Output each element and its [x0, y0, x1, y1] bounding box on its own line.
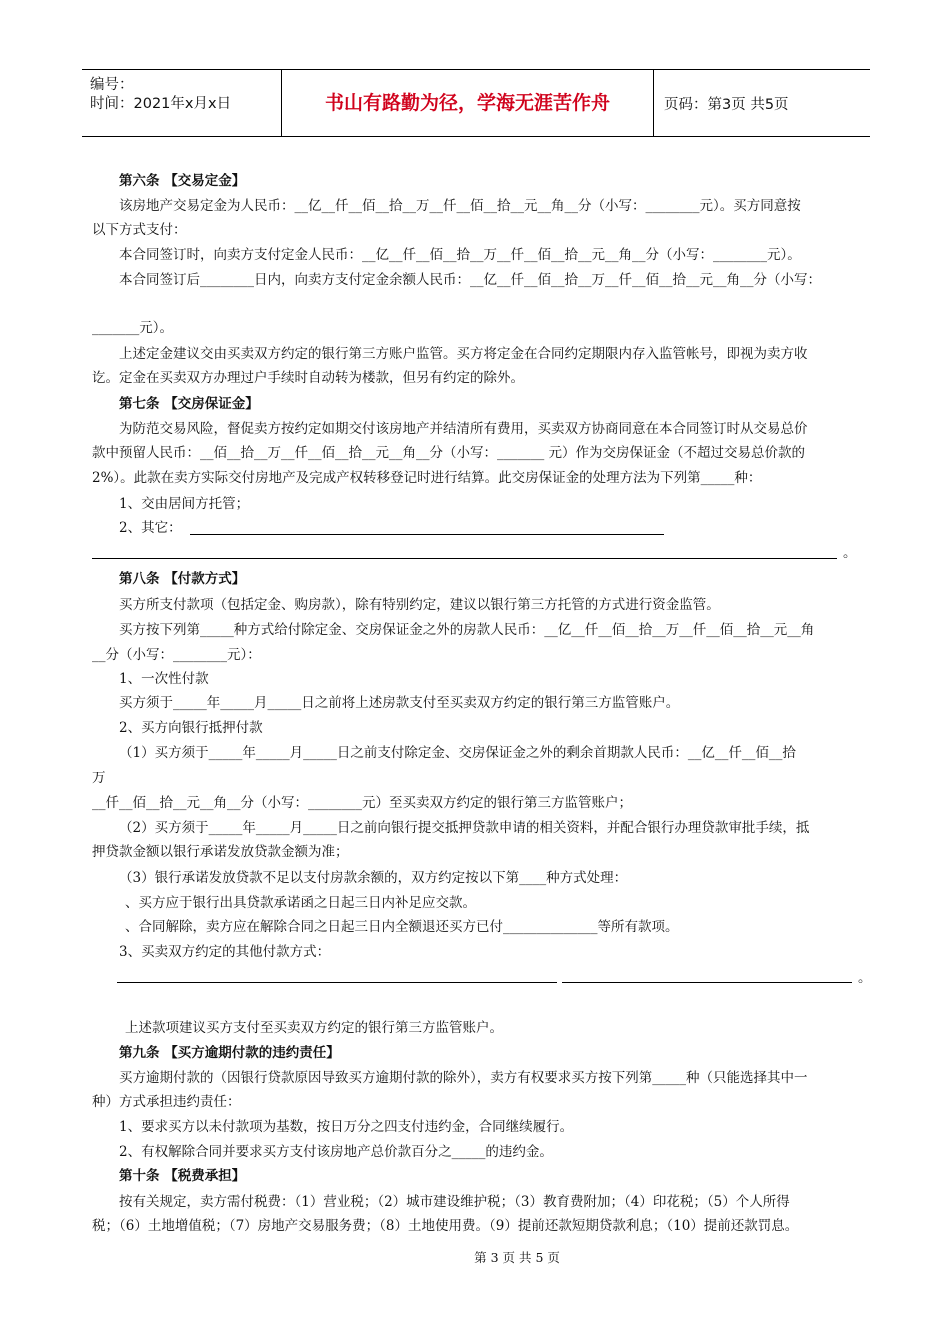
body-text-line: 1、一次性付款: [119, 671, 209, 687]
body-text-line: 买方须于_____年_____月_____日之前将上述房款支付至买卖双方约定的银行第三方监管账户。: [119, 695, 680, 711]
body-text-line: 2、买方向银行抵押付款: [119, 720, 263, 736]
motto-text: 书山有路勤为径，学海无涯苦作舟: [324, 92, 610, 114]
fill-in-underline: [117, 982, 557, 983]
body-text-line: __分（小写：________元）：: [92, 647, 261, 663]
body-text-line: 1、要求买方以未付款项为基数，按日万分之四支付违约金，合同继续履行。: [119, 1119, 574, 1135]
number-label: 编号：: [90, 77, 134, 93]
body-text-line: （1）买方须于_____年_____月_____日之前支付除定金、交房保证金之外的剩余首期款人民币：__亿__仟__佰__拾: [119, 745, 796, 761]
body-text-line: 为防范交易风险，督促卖方按约定如期交付该房地产并结清所有费用，买卖双方协商同意在本合同签订时从交易总价: [119, 421, 808, 437]
body-text-line: 押贷款金额以银行承诺发放贷款金额为准；: [92, 844, 349, 860]
body-text-line: （3）银行承诺发放贷款不足以支付房款余额的，双方约定按以下第____种方式处理：: [119, 870, 628, 886]
body-text-line: 2、其它：: [119, 520, 182, 536]
body-text-line: 3、买卖双方约定的其他付款方式：: [119, 944, 331, 960]
body-text-line: 买方所支付款项（包括定金、购房款），除有特别约定，建议以银行第三方托管的方式进行资金监管。: [119, 597, 720, 613]
body-text-line: 种）方式承担违约责任：: [92, 1094, 241, 1110]
body-text-line: 万: [92, 770, 106, 786]
article-heading: 第七条 【交房保证金】: [119, 396, 259, 412]
fill-in-underline: [562, 982, 852, 983]
footer-page-number: 第 3 页 共 5 页: [474, 1250, 560, 1265]
body-text-line: 按有关规定，卖方需付税费：（1）营业税；（2）城市建设维护税；（3）教育费附加；（4）印花税；（5）个人所得: [119, 1194, 790, 1210]
body-text-line: 以下方式支付：: [92, 222, 187, 238]
body-text-line: 2%）。此款在卖方实际交付房地产及完成产权转移登记时进行结算。此交房保证金的处理方法为下列第_____种：: [92, 470, 762, 486]
body-text-line: 。: [858, 970, 872, 986]
body-text-line: 买方逾期付款的（因银行贷款原因导致买方逾期付款的除外），卖方有权要求买方按下列第_____种（只能选择其中一: [119, 1070, 808, 1086]
article-heading: 第九条 【买方逾期付款的违约责任】: [119, 1045, 340, 1061]
page-footer: [0, 1248, 950, 1266]
body-text-line: 该房地产交易定金为人民币：__亿__仟__佰__拾__万__仟__佰__拾__元__角__分（小写：________元）。买方同意按: [119, 198, 801, 214]
body-text-line: 1、交由居间方托管；: [119, 496, 250, 512]
body-text-line: 、合同解除，卖方应在解除合同之日起三日内全额退还买方已付______________等所有款项。: [125, 919, 679, 935]
article-heading: 第六条 【交易定金】: [119, 173, 246, 189]
body-text-line: 税；（6）土地增值税；（7）房地产交易服务费；（8）土地使用费。（9）提前还款短期贷款利息；（10）提前还款罚息。: [92, 1218, 799, 1234]
body-text-line: _______元）。: [92, 320, 173, 336]
body-text-line: 买方按下列第_____种方式给付除定金、交房保证金之外的房款人民币：__亿__仟__佰__拾__万__仟__佰__拾__元__角: [119, 622, 815, 638]
body-text-line: 款中预留人民币：__佰__拾__万__仟__佰__拾__元__角__分（小写：_______ 元）作为交房保证金（不超过交易总价款的: [92, 445, 806, 461]
article-heading: 第十条 【税费承担】: [119, 1168, 246, 1184]
body-text-line: 上述定金建议交由买卖双方约定的银行第三方账户监管。买方将定金在合同约定期限内存入监管帐号，即视为卖方收: [119, 346, 808, 362]
article-heading: 第八条 【付款方式】: [119, 571, 246, 587]
body-text-line: __仟__佰__拾__元__角__分（小写：________元）至买卖双方约定的银行第三方监管账户；: [92, 795, 632, 811]
page-label: 页码：第3页 共5页: [664, 97, 789, 113]
time-label: 时间：2021年x月x日: [90, 96, 232, 112]
body-text-line: 2、有权解除合同并要求买方支付该房地产总价款百分之_____的违约金。: [119, 1144, 553, 1160]
body-text-line: 本合同签订时，向卖方支付定金人民币：__亿__仟__佰__拾__万__仟__佰__拾__元__角__分（小写：________元）。: [119, 247, 801, 263]
body-text-line: 、买方应于银行出具贷款承诺函之日起三日内补足应交款。: [125, 895, 476, 911]
body-text-line: 。: [843, 545, 857, 561]
body-text-line: 讫。定金在买卖双方办理过户手续时自动转为楼款，但另有约定的除外。: [92, 370, 524, 386]
fill-in-underline: [92, 558, 837, 559]
body-text-line: 上述款项建议买方支付至买卖双方约定的银行第三方监管账户。: [125, 1020, 503, 1036]
body-text-line: （2）买方须于_____年_____月_____日之前向银行提交抵押贷款申请的相关资料，并配合银行办理贷款审批手续，抵: [119, 820, 810, 836]
body-text-line: 本合同签订后________日内，向卖方支付定金余额人民币：__亿__仟__佰__拾__万__仟__佰__拾__元__角__分（小写：: [119, 272, 821, 288]
fill-in-underline: [190, 534, 664, 535]
